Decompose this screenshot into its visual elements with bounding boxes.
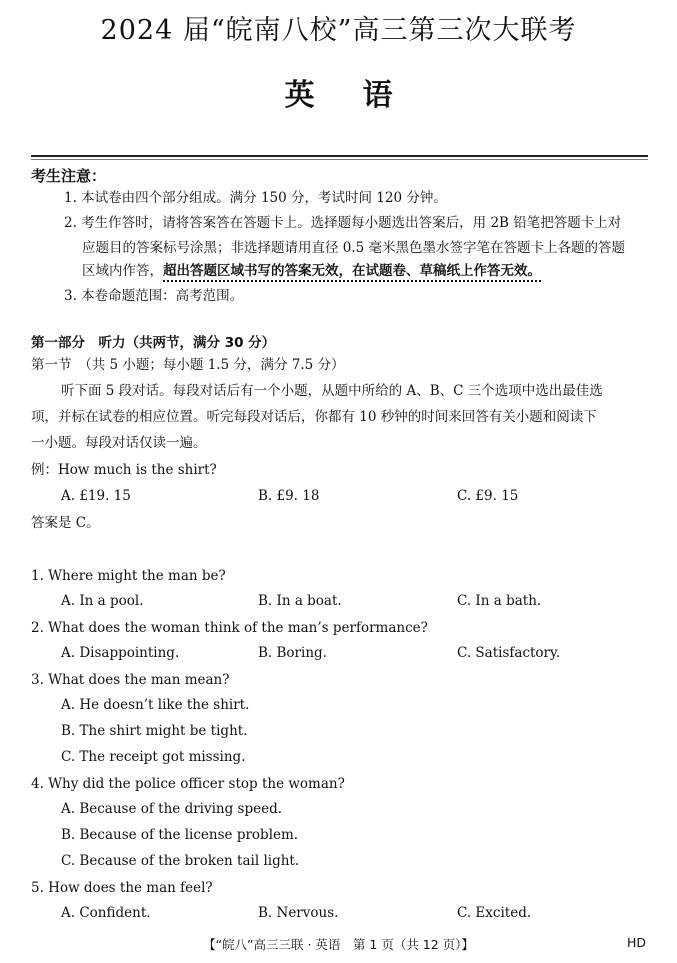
question-4-option-b: B. Because of the license problem.: [61, 827, 299, 843]
footer-tag: HD: [626, 935, 646, 950]
notice-item-2-line-2: 应题目的答案标号涂黑；非选择题请用直径 0.5 毫米黑色墨水签字笔在答题卡上各题的答题: [82, 240, 626, 256]
question-1-option-a: A. In a pool.: [61, 593, 144, 609]
question-3-option-b: B. The shirt might be tight.: [61, 723, 248, 739]
exam-title: 2024 届“皖南八校”高三第三次大联考: [100, 15, 577, 46]
question-2-option-c: C. Satisfactory.: [457, 645, 561, 661]
example-option-c: C. £9. 15: [457, 488, 519, 504]
question-5-option-a: A. Confident.: [61, 905, 151, 921]
instructions-line-1: 听下面 5 段对话。每段对话后有一个小题，从题中所给的 A、B、C 三个选项中选出最佳选: [61, 383, 603, 399]
question-4: 4. Why did the police officer stop the woman?: [31, 776, 345, 792]
question-3-option-a: A. He doesn’t like the shirt.: [61, 697, 250, 713]
header-divider: [31, 155, 648, 157]
notice-item-2-line-3-plain: 区域内作答，: [82, 263, 163, 279]
notice-item-2-line-1: 2. 考生作答时，请将答案答在答题卡上。选择题每小题选出答案后，用 2B 铅笔把答题卡上对: [64, 215, 622, 231]
question-2-option-a: A. Disappointing.: [61, 645, 180, 661]
question-5-option-c: C. Excited.: [457, 905, 532, 921]
question-1-option-c: C. In a bath.: [457, 593, 542, 609]
example-answer: 答案是 C。: [31, 515, 100, 531]
notice-heading: 考生注意：: [31, 167, 107, 185]
page-footer: 【“皖八”高三三联 · 英语 第 1 页（共 12 页）】: [203, 937, 474, 952]
question-5: 5. How does the man feel?: [31, 880, 213, 896]
example-option-b: B. £9. 18: [258, 488, 320, 504]
notice-item-3: 3. 本卷命题范围：高考范围。: [64, 288, 244, 304]
question-2: 2. What does the woman think of the man’s performance?: [31, 620, 428, 636]
header-divider-thin: [31, 159, 648, 160]
question-2-option-b: B. Boring.: [258, 645, 327, 661]
question-5-option-b: B. Nervous.: [258, 905, 339, 921]
example-option-a: A. £19. 15: [61, 488, 131, 504]
instructions-line-3: 一小题。每段对话仅读一遍。: [31, 435, 207, 451]
part1-heading: 第一部分 听力（共两节，满分 30 分）: [31, 335, 276, 351]
section1-heading: 第一节 （共 5 小题；每小题 1.5 分，满分 7.5 分）: [31, 357, 345, 373]
question-4-option-c: C. Because of the broken tail light.: [61, 853, 300, 869]
question-3: 3. What does the man mean?: [31, 672, 230, 688]
question-1: 1. Where might the man be?: [31, 568, 226, 584]
instructions-line-2: 项，并标在试卷的相应位置。听完每段对话后，你都有 10 秒钟的时间来回答有关小题和阅读下: [31, 409, 597, 425]
question-3-option-c: C. The receipt got missing.: [61, 749, 246, 765]
notice-item-1: 1. 本试卷由四个部分组成。满分 150 分，考试时间 120 分钟。: [64, 190, 447, 206]
subject-title: 英语: [284, 78, 441, 113]
notice-emphasis: 超出答题区域书写的答案无效，在试题卷、草稿纸上作答无效。: [163, 263, 541, 279]
question-4-option-a: A. Because of the driving speed.: [61, 801, 283, 817]
notice-item-2-line-3: [82, 262, 541, 280]
example-question: 例：How much is the shirt?: [31, 462, 217, 478]
question-1-option-b: B. In a boat.: [258, 593, 342, 609]
